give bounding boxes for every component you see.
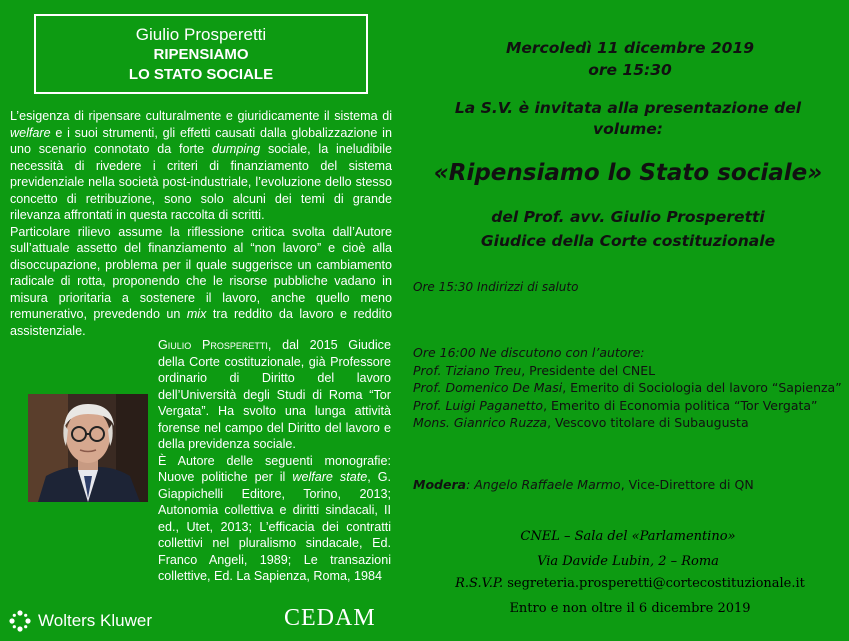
description-paragraph-2: Particolare rilievo assume la riflessione critica svolta dall’Autore sull’attuale assetto del finanziamento al “non lavoro” e cioè alla disoccupazione, problema per il quale suggerisce un cambiamento radicale di rotta, proponendo che le risorse pubbliche vadano in misura prioritaria a sostenere il lavoro, anche quello meno remunerativo, prevedendo un mix tra reddito da lavoro e reddito assistenziale.	[10, 224, 392, 338]
moderator-name: : Angelo Raffaele Marmo	[466, 477, 621, 492]
event-venue	[420, 524, 836, 574]
book-title-line-1: RIPENSIAMO	[153, 46, 249, 63]
wolters-kluwer-icon	[8, 609, 32, 633]
book-author: Giulio Prosperetti	[135, 25, 267, 44]
event-book-title: «Ripensiamo lo Stato sociale»	[433, 160, 823, 186]
rsvp-label: R.S.V.P.	[455, 576, 504, 591]
speaker-item: Prof. Domenico De Masi, Emerito di Sociologia del lavoro “Sapienza”	[413, 380, 842, 395]
speaker-item: Mons. Gianrico Ruzza, Vescovo titolare di Subaugusta	[413, 415, 749, 430]
presenter-name: del Prof. avv. Giulio Prosperetti	[491, 208, 765, 226]
cedam-logo: CEDAM	[284, 605, 376, 631]
venue-hall: CNEL – Sala del «Parlamentino»	[520, 529, 736, 544]
bio-paragraph-2: È Autore delle seguenti monografie: Nuove politiche per il welfare state, G. Giappichelli Editore, Torino, 2013; Autonomia collettiva e diritti sindacali, II ed., Utet, 2013; L’efficacia dei contratti collettivi nel pluralismo sindacale, Ed. Franco Angeli, 1989; Le transazioni collettive, Ed. La Sapienza, Roma, 1984	[158, 453, 392, 583]
wolters-kluwer-text: Wolters Kluwer	[38, 611, 152, 630]
event-date-day: Mercoledì 11 dicembre 2019	[505, 39, 755, 57]
rsvp	[430, 576, 830, 591]
wolters-kluwer-logo	[8, 608, 152, 634]
bio-author-name: Giulio Prosperetti	[158, 338, 268, 352]
presenter	[420, 205, 836, 253]
author-bio	[158, 337, 391, 585]
author-portrait	[28, 394, 148, 502]
speaker-item: Prof. Tiziano Treu, Presidente del CNEL	[413, 362, 656, 378]
book-title-box	[34, 14, 368, 94]
invitation-text: La S.V. è invitata alla presentazione del volume:	[454, 99, 802, 138]
event-date	[440, 37, 820, 81]
bio-paragraph-1: Giulio Prosperetti, dal 2015 Giudice della Corte costituzionale, già Professore ordinario di Diritto del lavoro dell’Università degli Studi di Roma “Tor Vergata”. Ha svolto una lunga attività forense nel campo del Diritto del lavoro e della previdenza sociale.	[158, 338, 391, 451]
presenter-role: Giudice della Corte costituzionale	[480, 232, 776, 250]
moderator-label: Modera	[413, 477, 467, 492]
rsvp-email[interactable]: segreteria.prosperetti@cortecostituzionale.it	[503, 576, 805, 591]
book-title-line-2: LO STATO SOCIALE	[128, 66, 274, 83]
event-date-time: ore 15:30	[588, 61, 672, 79]
moderator-role: , Vice-Direttore di QN	[620, 477, 754, 492]
book-description	[10, 108, 392, 339]
discussion-panel	[413, 344, 845, 432]
moderator	[413, 477, 845, 492]
greetings-schedule: Ore 15:30 Indirizzi di saluto	[413, 280, 579, 294]
rsvp-deadline: Entro e non oltre il 6 dicembre 2019	[509, 601, 751, 616]
description-paragraph-1: L’esigenza di ripensare culturalmente e giuridicamente il sistema di welfare e i suoi strumenti, gli effetti causati dalla globalizzazione in uno scenario connotato da forte dumping sociale, la ineludibile necessità di rivedere i criteri di finanziamento del sistema previdenziale nella società post-industriale, l’evoluzione dello stesso concetto di retribuzione, sono solo alcuni dei temi di grande rilevanza affrontati in questa raccolta di scritti.	[10, 109, 392, 222]
venue-address: Via Davide Lubin, 2 – Roma	[537, 554, 719, 569]
speaker-item: Prof. Luigi Paganetto, Emerito di Economia politica “Tor Vergata”	[413, 397, 818, 413]
discussion-header: Ore 16:00 Ne discutono con l’autore:	[413, 345, 645, 360]
